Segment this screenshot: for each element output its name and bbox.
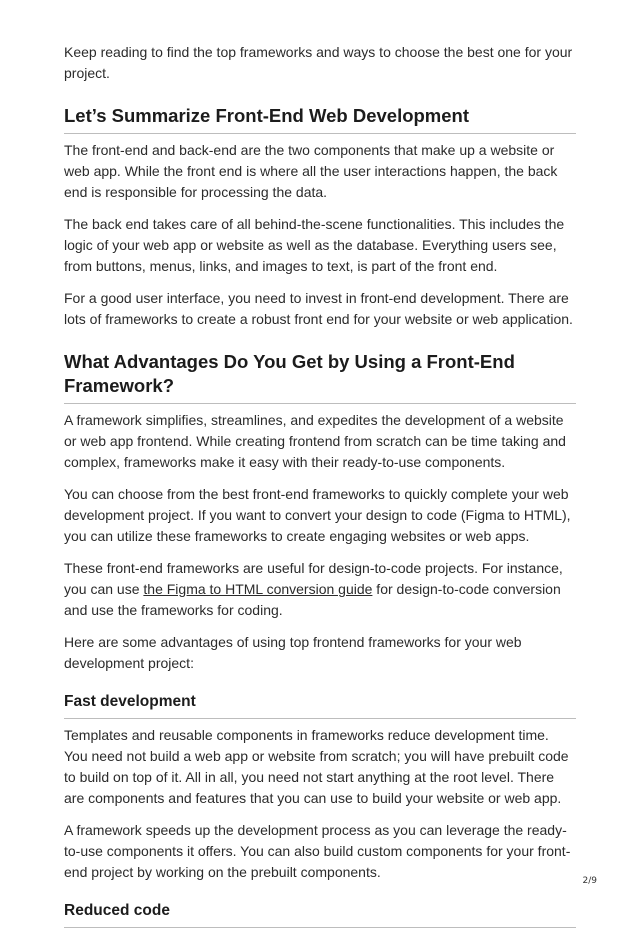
advantages-link-paragraph bbox=[64, 558, 576, 621]
link-paragraph-before: These front-end frameworks are useful for design-to-code projects. For instance, you can use bbox=[64, 560, 563, 597]
figma-to-html-guide-link[interactable]: the Figma to HTML conversion guide bbox=[143, 581, 373, 597]
heading-reduced-code: Reduced code bbox=[64, 900, 576, 928]
advantages-paragraph-1: A framework simplifies, streamlines, and expedites the development of a website or web app frontend. While creating frontend from scratch can be time taking and complex, frameworks make it easy with their ready-to-use components. bbox=[64, 412, 566, 470]
advantages-paragraph-2: You can choose from the best front-end frameworks to quickly complete your web development project. If you want to convert your design to code (Figma to HTML), you can utilize these frameworks to create engaging websites or web apps. bbox=[64, 486, 571, 544]
advantages-closing-paragraph: Here are some advantages of using top frontend frameworks for your web development project: bbox=[64, 634, 522, 671]
summary-paragraph-3: For a good user interface, you need to invest in front-end development. There are lots of frameworks to create a robust front end for your website or web application. bbox=[64, 290, 573, 327]
heading-summarize-front-end: Let’s Summarize Front-End Web Development bbox=[64, 104, 576, 134]
intro-paragraph: Keep reading to find the top frameworks and ways to choose the best one for your project. bbox=[64, 44, 573, 81]
fast-development-paragraph-2: A framework speeds up the development process as you can leverage the ready-to-use components it offers. You can also build custom components for your front-end project by working on the prebuilt components. bbox=[64, 822, 571, 880]
heading-framework-advantages: What Advantages Do You Get by Using a Front-End Framework? bbox=[64, 350, 576, 404]
link-paragraph-after: for design-to-code conversion and use the frameworks for coding. bbox=[64, 581, 561, 618]
summary-paragraph-2: The back end takes care of all behind-the-scene functionalities. This includes the logic of your web app or website as well as the database. Everything users see, from buttons, menus, links, and images to text, is part of the front end. bbox=[64, 216, 565, 274]
summary-paragraph-1: The front-end and back-end are the two components that make up a website or web app. While the front end is where all the user interactions happen, the back end is responsible for processing the data. bbox=[64, 142, 558, 200]
document-page bbox=[64, 42, 576, 934]
fast-development-paragraph-1: Templates and reusable components in frameworks reduce development time. You need not build a web app or website from scratch; you will have prebuilt code to build on top of it. All in all, you need not start anything at the root level. There are components and features that you can use to build your website or web app. bbox=[64, 727, 569, 806]
heading-fast-development: Fast development bbox=[64, 691, 576, 719]
page-number: 2/9 bbox=[582, 876, 597, 886]
